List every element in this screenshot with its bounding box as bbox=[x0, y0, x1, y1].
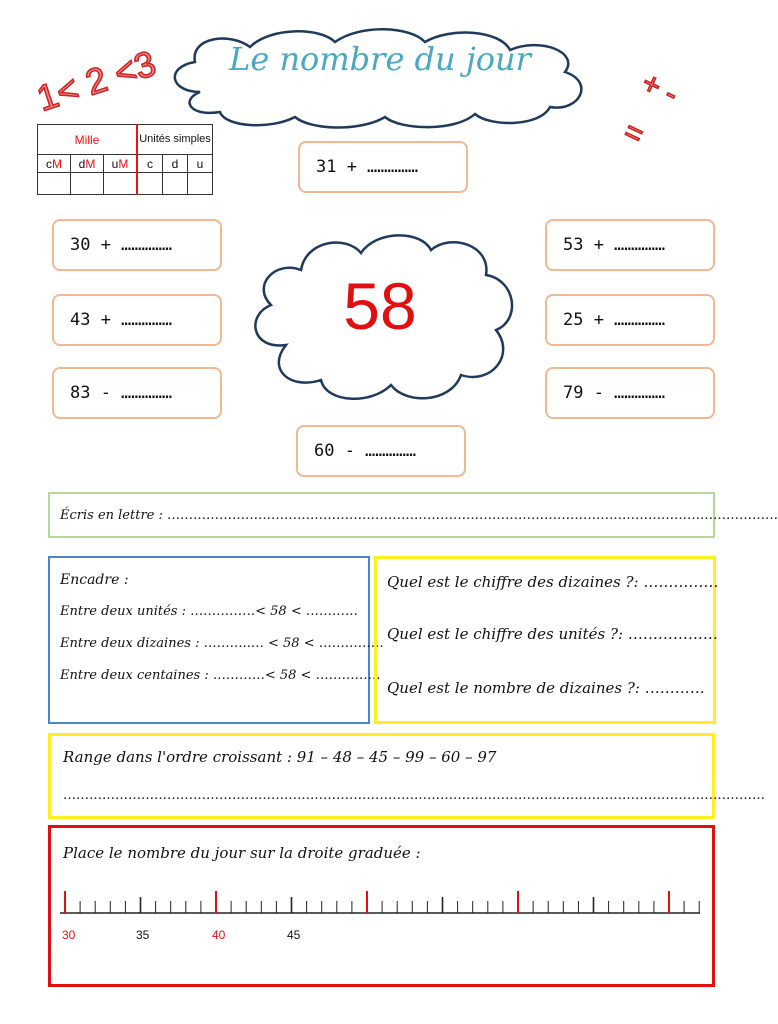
box-right-1[interactable] bbox=[545, 219, 715, 271]
order-instruction: Range dans l'ordre croissant : 91 – 48 – 45 – 99 – 60 – 97 bbox=[63, 748, 497, 766]
place-value-table bbox=[37, 124, 213, 195]
cell-empty[interactable] bbox=[137, 173, 163, 195]
box-number: 83 bbox=[70, 383, 91, 403]
box-operator: - bbox=[344, 441, 355, 461]
box-number: 30 bbox=[70, 235, 91, 255]
answer-blank[interactable]: …………… bbox=[120, 383, 173, 403]
answer-blank[interactable]: …………… bbox=[120, 310, 173, 330]
cell-empty[interactable] bbox=[71, 173, 104, 195]
order-box bbox=[48, 733, 765, 819]
col-dM: dM bbox=[71, 155, 104, 173]
question-units-digit[interactable]: Quel est le chiffre des unités ?: ……………… bbox=[387, 625, 718, 643]
order-answer-line[interactable]: ……………………………………………………………………………………………………………………………………………… bbox=[63, 788, 765, 803]
box-left-3[interactable] bbox=[52, 367, 222, 419]
encadre-tens[interactable]: Entre deux dizaines : ………..… < 58 < …………… bbox=[60, 636, 384, 651]
deco-left-text: 1< 2 <3 bbox=[31, 42, 161, 119]
col-d: d bbox=[163, 155, 188, 173]
box-number: 25 bbox=[563, 310, 584, 330]
question-tens-digit[interactable]: Quel est le chiffre des dizaines ?: …………… bbox=[387, 573, 719, 591]
cell-empty[interactable] bbox=[188, 173, 213, 195]
tick-label-40: 40 bbox=[212, 928, 226, 942]
write-in-letters-text[interactable]: Écris en lettre : …………………………………………………………………………………………………………………………… bbox=[60, 508, 778, 523]
answer-blank[interactable]: …………… bbox=[366, 157, 419, 177]
svg-text:+ -: + - bbox=[636, 66, 683, 112]
box-left-1[interactable] bbox=[52, 219, 222, 271]
encadre-units[interactable]: Entre deux unités : ……………< 58 < ………… bbox=[60, 604, 358, 619]
box-right-2[interactable] bbox=[545, 294, 715, 346]
numbers-decoration bbox=[28, 30, 178, 119]
cell-empty[interactable] bbox=[38, 173, 71, 195]
write-in-letters-box bbox=[48, 492, 778, 538]
number-line[interactable] bbox=[55, 885, 705, 925]
question-number-of-tens[interactable]: Quel est le nombre de dizaines ?: ………… bbox=[387, 679, 705, 697]
box-operator: + bbox=[346, 157, 357, 177]
cell-empty[interactable] bbox=[104, 173, 138, 195]
box-number: 60 bbox=[314, 441, 335, 461]
answer-blank[interactable]: …………… bbox=[120, 235, 173, 255]
tick-label-35: 35 bbox=[136, 928, 150, 942]
answer-blank[interactable]: …………… bbox=[364, 441, 417, 461]
box-operator: - bbox=[100, 383, 111, 403]
box-number: 31 bbox=[316, 157, 337, 177]
questions-box bbox=[374, 556, 719, 724]
box-number: 79 bbox=[563, 383, 584, 403]
box-operator: + bbox=[593, 310, 604, 330]
box-right-3[interactable] bbox=[545, 367, 715, 419]
answer-blank[interactable]: …………… bbox=[613, 383, 666, 403]
svg-text:=: = bbox=[618, 114, 649, 153]
box-operator: + bbox=[593, 235, 604, 255]
group-mille: Mille bbox=[38, 125, 138, 155]
box-bottom[interactable] bbox=[296, 425, 466, 477]
number-of-the-day: 58 bbox=[343, 269, 417, 343]
box-left-2[interactable] bbox=[52, 294, 222, 346]
col-u: u bbox=[188, 155, 213, 173]
encadre-box bbox=[48, 556, 384, 724]
group-unites: Unités simples bbox=[137, 125, 213, 155]
answer-blank[interactable]: …………… bbox=[613, 310, 666, 330]
box-number: 53 bbox=[563, 235, 584, 255]
tick-label-45: 45 bbox=[287, 928, 301, 942]
page-title: Le nombre du jour bbox=[229, 40, 531, 78]
box-top[interactable] bbox=[298, 141, 468, 193]
cell-empty[interactable] bbox=[163, 173, 188, 195]
operators-decoration bbox=[618, 66, 705, 156]
answer-blank[interactable]: …………… bbox=[613, 235, 666, 255]
encadre-hundreds[interactable]: Entre deux centaines : …………< 58 < …………… bbox=[60, 668, 381, 683]
box-operator: + bbox=[100, 235, 111, 255]
encadre-title: Encadre : bbox=[60, 572, 129, 588]
box-operator: + bbox=[100, 310, 111, 330]
number-line-instruction: Place le nombre du jour sur la droite graduée : bbox=[63, 844, 421, 862]
col-cM: cM bbox=[38, 155, 71, 173]
col-uM: uM bbox=[104, 155, 138, 173]
box-number: 43 bbox=[70, 310, 91, 330]
box-operator: - bbox=[593, 383, 604, 403]
tick-label-30: 30 bbox=[62, 928, 76, 942]
col-c: c bbox=[137, 155, 163, 173]
